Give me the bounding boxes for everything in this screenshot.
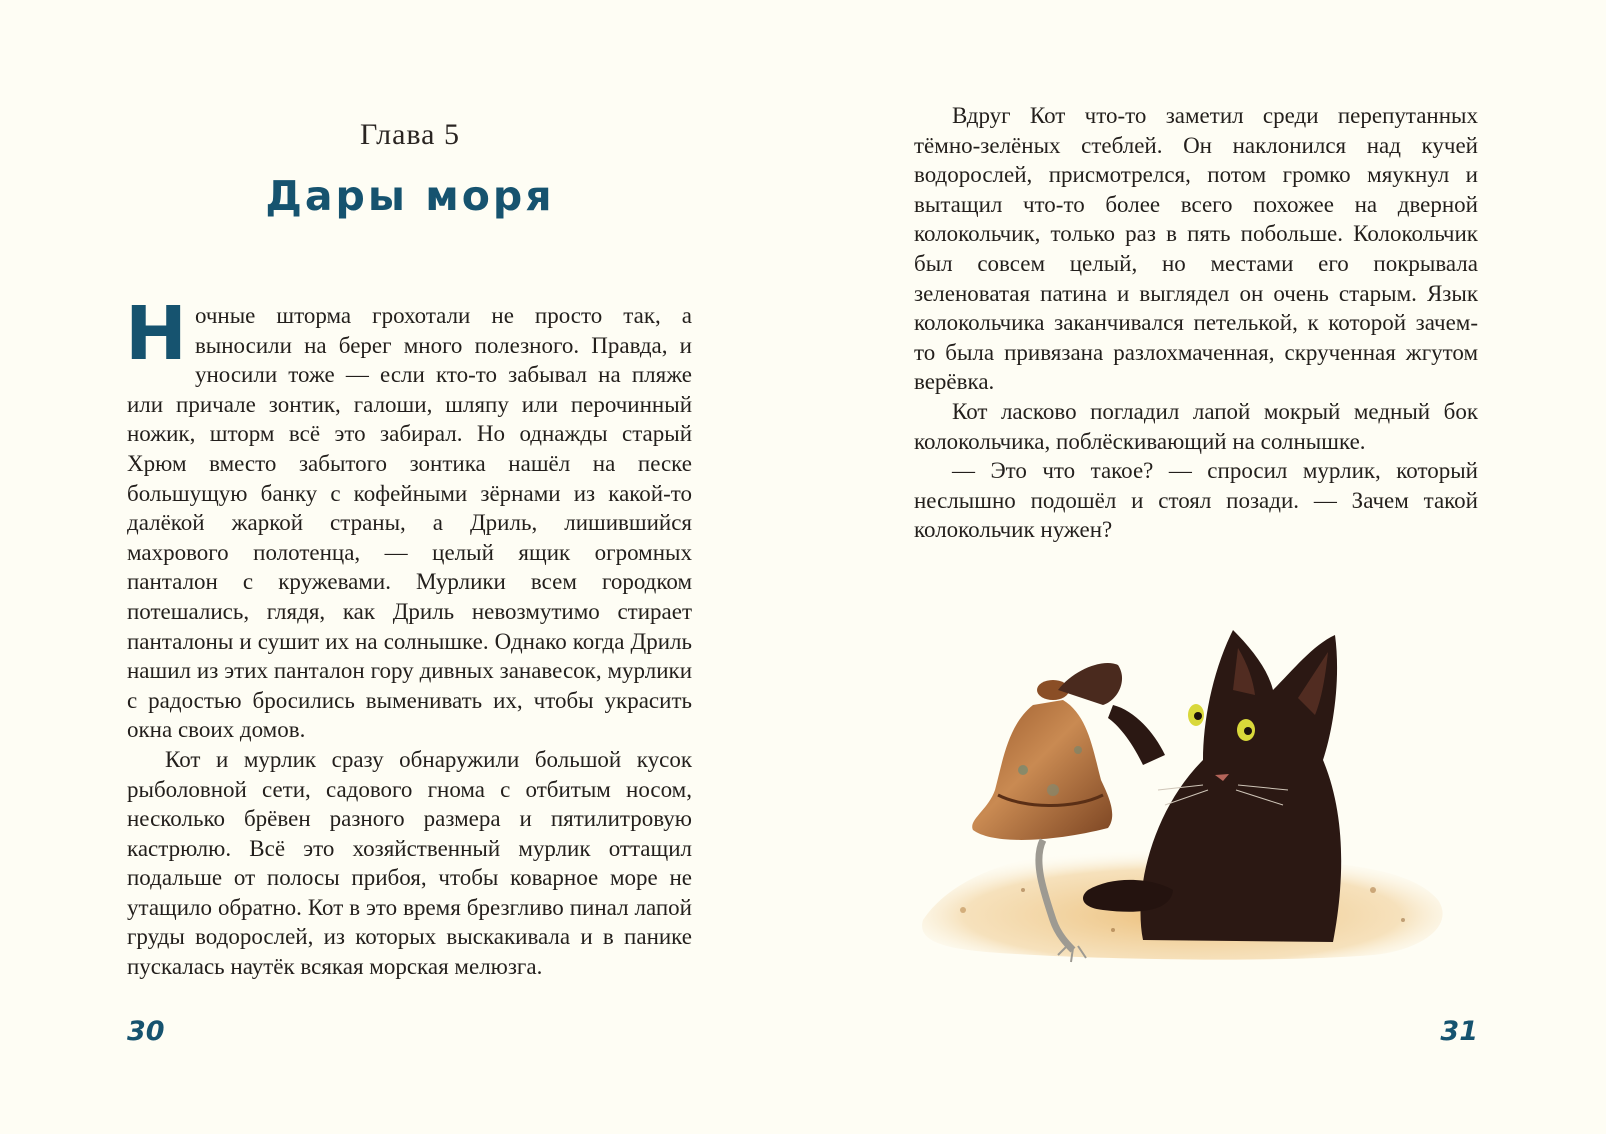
page-number-left: 30 xyxy=(127,1016,165,1047)
paragraph: Кот ласково погладил лапой мокрый медный бок колокольчика, поблёскивающий на солнышке. xyxy=(914,398,1478,454)
paragraph: Кот и мурлик сразу обнаружили большой кусок рыболовной сети, садового гнома с отбитым носом, несколько брёвен разного размера и пятилитровую кастрюлю. Всё это хозяйственный мурлик оттащил подальше от полосы прибоя, чтобы коварное море не утащило обратно. Кот в это время брезгливо пинал лапой груды водорослей, из которых выскакивала и в панике пускалась наутёк всякая морская мелюзга. xyxy=(127,746,692,980)
paragraph: — Это что такое? — спросил мурлик, который неслышно подошёл и стоял позади. — Зачем такой колокольчик нужен? xyxy=(914,458,1478,543)
drop-cap: Н xyxy=(125,291,187,377)
cat-with-bell-illustration xyxy=(903,590,1463,990)
paragraph: Вдруг Кот что-то заметил среди перепутанных тёмно-зелёных стеблей. Он наклонился над кучей водорослей, присмотрелся, потом громко мяукнул и вытащил что-то более всего похожее на дверной колокольчик, только раз в пять побольше. Колокольчик был совсем целый, но местами его покрывала зеленоватая патина и выглядел он очень старым. Язык колокольчика заканчивался петелькой, к которой зачем-то была привязана разлохмаченная, скрученная жгутом верёвка. xyxy=(914,103,1478,395)
chapter-label: Глава 5 xyxy=(360,118,460,151)
right-body-text xyxy=(914,101,1478,545)
paragraph xyxy=(125,291,692,745)
paragraph-text: очные шторма грохотали не просто так, а выносили на берег много полезного. Правда, и уносили тоже — если кто-то забывал на пляже или причале зонтик, галоши, шляпу или перочинный ножик, шторм всё это забирал. Но однажды старый Хрюм вместо забытого зонтика нашёл на песке большущую банку с кофейными зёрнами из какой-то далёкой жаркой страны, а Дриль, лишившийся махрового полотенца, — целый ящик огромных панталон с кружевами. Мурлики всем городком потешались, глядя, как Дриль невозмутимо стирает панталоны и сушит их на солнышке. Однако когда Дриль нашил из этих панталон гору дивных занавесок, мурлики с радостью бросились выменивать их, чтобы украсить окна своих домов. xyxy=(127,303,692,743)
page-number-right: 31 xyxy=(1440,1016,1478,1047)
right-page xyxy=(803,0,1606,1134)
chapter-title: Дары моря xyxy=(265,172,555,220)
left-body-text xyxy=(125,291,692,982)
